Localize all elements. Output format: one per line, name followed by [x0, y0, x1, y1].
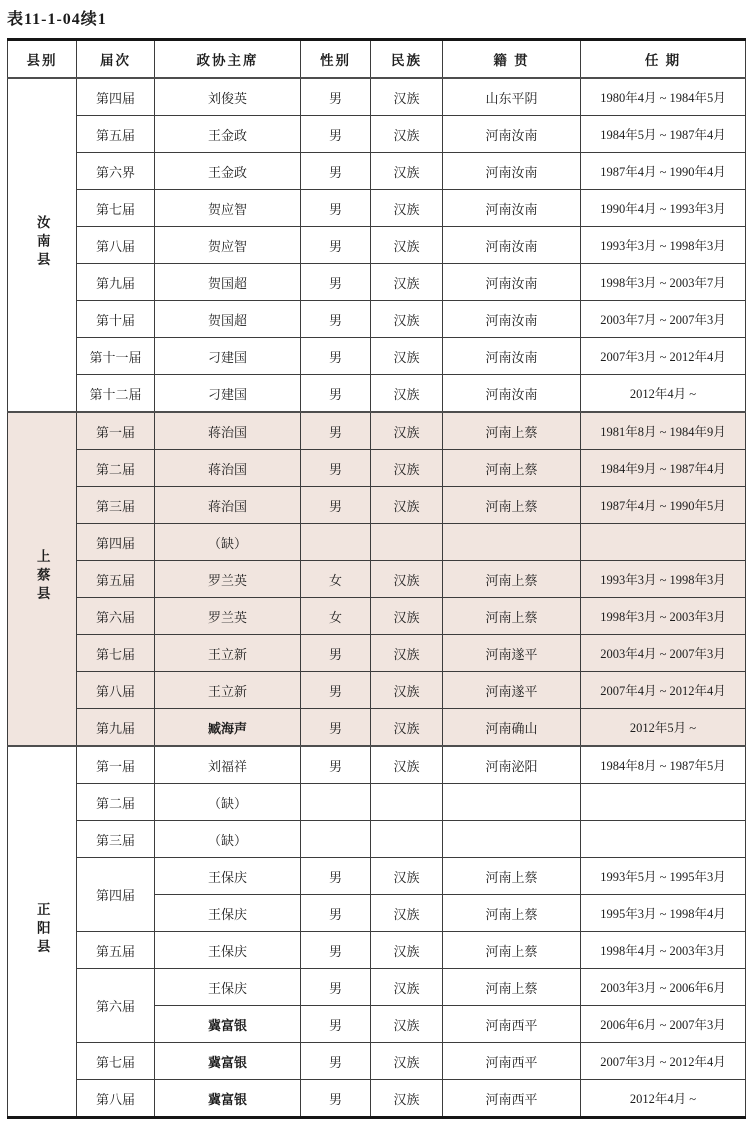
- term-cell: [581, 524, 746, 561]
- origin-cell: 河南西平: [443, 1080, 581, 1118]
- origin-cell: 河南汝南: [443, 375, 581, 413]
- ethnicity-cell: 汉族: [371, 338, 443, 375]
- gender-cell: 男: [301, 1043, 371, 1080]
- session-cell: 第三届: [77, 821, 155, 858]
- chairman-cell: 臧海声: [155, 709, 301, 747]
- table-caption: 表11-1-04续1: [7, 11, 107, 28]
- ethnicity-cell: 汉族: [371, 858, 443, 895]
- term-cell: 2012年4月 ~: [581, 375, 746, 413]
- chairman-cell: 贺国超: [155, 264, 301, 301]
- table-row: [8, 598, 746, 635]
- ethnicity-cell: 汉族: [371, 1080, 443, 1118]
- term-cell: 1993年5月 ~ 1995年3月: [581, 858, 746, 895]
- chairman-cell: 罗兰英: [155, 561, 301, 598]
- main-table: [7, 38, 746, 1119]
- term-cell: 1980年4月 ~ 1984年5月: [581, 78, 746, 116]
- term-cell: 1984年5月 ~ 1987年4月: [581, 116, 746, 153]
- term-cell: 1987年4月 ~ 1990年4月: [581, 153, 746, 190]
- origin-cell: [443, 524, 581, 561]
- table-row: [8, 746, 746, 784]
- ethnicity-cell: 汉族: [371, 487, 443, 524]
- origin-cell: 河南汝南: [443, 153, 581, 190]
- gender-cell: 男: [301, 190, 371, 227]
- gender-cell: 男: [301, 227, 371, 264]
- ethnicity-cell: 汉族: [371, 450, 443, 487]
- term-cell: 1993年3月 ~ 1998年3月: [581, 227, 746, 264]
- table-row: [8, 635, 746, 672]
- ethnicity-cell: 汉族: [371, 672, 443, 709]
- gender-cell: 男: [301, 635, 371, 672]
- chairman-cell: 蒋治国: [155, 412, 301, 450]
- table-row: [8, 487, 746, 524]
- county-label: 上蔡县: [34, 549, 50, 605]
- ethnicity-cell: 汉族: [371, 1006, 443, 1043]
- term-cell: 2007年3月 ~ 2012年4月: [581, 338, 746, 375]
- county-cell: [8, 412, 77, 746]
- chairman-cell: 冀富银: [155, 1006, 301, 1043]
- origin-cell: 河南汝南: [443, 116, 581, 153]
- session-cell: 第二届: [77, 450, 155, 487]
- gender-cell: [301, 784, 371, 821]
- ethnicity-cell: 汉族: [371, 78, 443, 116]
- origin-cell: 河南上蔡: [443, 932, 581, 969]
- session-cell: 第十二届: [77, 375, 155, 413]
- gender-cell: 男: [301, 487, 371, 524]
- term-cell: 1984年8月 ~ 1987年5月: [581, 746, 746, 784]
- gender-cell: 男: [301, 412, 371, 450]
- chairman-cell: 冀富银: [155, 1043, 301, 1080]
- table-row: [8, 784, 746, 821]
- chairman-cell: 罗兰英: [155, 598, 301, 635]
- table-row: [8, 932, 746, 969]
- gender-cell: 男: [301, 450, 371, 487]
- origin-cell: 河南汝南: [443, 338, 581, 375]
- term-cell: 1998年3月 ~ 2003年3月: [581, 598, 746, 635]
- session-cell: 第一届: [77, 746, 155, 784]
- session-cell: 第五届: [77, 116, 155, 153]
- session-cell: 第四届: [77, 78, 155, 116]
- chairman-cell: 贺应智: [155, 227, 301, 264]
- gender-cell: 男: [301, 116, 371, 153]
- origin-cell: 河南遂平: [443, 635, 581, 672]
- ethnicity-cell: [371, 524, 443, 561]
- origin-cell: 河南西平: [443, 1006, 581, 1043]
- gender-cell: 男: [301, 969, 371, 1006]
- ethnicity-cell: 汉族: [371, 969, 443, 1006]
- chairman-cell: 蒋治国: [155, 487, 301, 524]
- session-cell: 第七届: [77, 635, 155, 672]
- column-header-3: 性别: [301, 40, 371, 79]
- term-cell: 2006年6月 ~ 2007年3月: [581, 1006, 746, 1043]
- chairman-cell: 蒋治国: [155, 450, 301, 487]
- column-header-4: 民族: [371, 40, 443, 79]
- chairman-cell: 王立新: [155, 672, 301, 709]
- table-row: [8, 450, 746, 487]
- session-cell: 第九届: [77, 709, 155, 747]
- session-cell: 第一届: [77, 412, 155, 450]
- term-cell: 2003年4月 ~ 2007年3月: [581, 635, 746, 672]
- term-cell: 1995年3月 ~ 1998年4月: [581, 895, 746, 932]
- origin-cell: [443, 821, 581, 858]
- chairman-cell: 王保庆: [155, 932, 301, 969]
- ethnicity-cell: 汉族: [371, 412, 443, 450]
- term-cell: [581, 784, 746, 821]
- table-row: [8, 375, 746, 413]
- ethnicity-cell: 汉族: [371, 301, 443, 338]
- session-cell: 第八届: [77, 672, 155, 709]
- term-cell: 2003年7月 ~ 2007年3月: [581, 301, 746, 338]
- table-row: [8, 858, 746, 895]
- origin-cell: 河南上蔡: [443, 969, 581, 1006]
- gender-cell: 男: [301, 932, 371, 969]
- ethnicity-cell: 汉族: [371, 1043, 443, 1080]
- term-cell: 2007年3月 ~ 2012年4月: [581, 1043, 746, 1080]
- gender-cell: 男: [301, 338, 371, 375]
- origin-cell: [443, 784, 581, 821]
- origin-cell: 河南上蔡: [443, 561, 581, 598]
- table-row: [8, 78, 746, 116]
- ethnicity-cell: [371, 784, 443, 821]
- gender-cell: 女: [301, 561, 371, 598]
- origin-cell: 河南上蔡: [443, 412, 581, 450]
- term-cell: 2003年3月 ~ 2006年6月: [581, 969, 746, 1006]
- origin-cell: 河南上蔡: [443, 487, 581, 524]
- ethnicity-cell: [371, 821, 443, 858]
- origin-cell: 河南遂平: [443, 672, 581, 709]
- table-row: [8, 190, 746, 227]
- session-cell: 第十一届: [77, 338, 155, 375]
- term-cell: 1984年9月 ~ 1987年4月: [581, 450, 746, 487]
- session-cell: 第八届: [77, 227, 155, 264]
- chairman-cell: 刘福祥: [155, 746, 301, 784]
- origin-cell: 河南上蔡: [443, 598, 581, 635]
- gender-cell: 男: [301, 301, 371, 338]
- county-cell: [8, 78, 77, 412]
- gender-cell: 男: [301, 858, 371, 895]
- session-cell: 第三届: [77, 487, 155, 524]
- origin-cell: 山东平阴: [443, 78, 581, 116]
- gender-cell: 男: [301, 264, 371, 301]
- session-cell: 第七届: [77, 190, 155, 227]
- county-label: 正阳县: [34, 901, 50, 958]
- chairman-cell: 刁建国: [155, 338, 301, 375]
- origin-cell: 河南西平: [443, 1043, 581, 1080]
- term-cell: [581, 821, 746, 858]
- gender-cell: 男: [301, 1006, 371, 1043]
- origin-cell: 河南汝南: [443, 190, 581, 227]
- table-row: [8, 116, 746, 153]
- origin-cell: 河南上蔡: [443, 895, 581, 932]
- chairman-cell: 刁建国: [155, 375, 301, 413]
- origin-cell: 河南上蔡: [443, 858, 581, 895]
- table-row: [8, 1043, 746, 1080]
- ethnicity-cell: 汉族: [371, 709, 443, 747]
- term-cell: 2012年4月 ~: [581, 1080, 746, 1118]
- term-cell: 1998年3月 ~ 2003年7月: [581, 264, 746, 301]
- gender-cell: 男: [301, 375, 371, 413]
- column-header-5: 籍 贯: [443, 40, 581, 79]
- chairman-cell: 王保庆: [155, 969, 301, 1006]
- gender-cell: 男: [301, 895, 371, 932]
- header-row: [8, 40, 746, 79]
- ethnicity-cell: 汉族: [371, 635, 443, 672]
- session-cell: 第五届: [77, 932, 155, 969]
- table-row: [8, 301, 746, 338]
- ethnicity-cell: 汉族: [371, 116, 443, 153]
- chairman-cell: 王立新: [155, 635, 301, 672]
- session-cell: 第八届: [77, 1080, 155, 1118]
- gender-cell: 男: [301, 672, 371, 709]
- ethnicity-cell: 汉族: [371, 264, 443, 301]
- session-cell: 第六届: [77, 969, 155, 1043]
- column-header-1: 届次: [77, 40, 155, 79]
- origin-cell: 河南汝南: [443, 264, 581, 301]
- origin-cell: 河南上蔡: [443, 450, 581, 487]
- session-cell: 第四届: [77, 524, 155, 561]
- chairman-cell: （缺）: [155, 821, 301, 858]
- origin-cell: 河南汝南: [443, 227, 581, 264]
- session-cell: 第九届: [77, 264, 155, 301]
- table-row: [8, 821, 746, 858]
- chairman-cell: 冀富银: [155, 1080, 301, 1118]
- table-row: [8, 153, 746, 190]
- table-row: [8, 264, 746, 301]
- gender-cell: 男: [301, 78, 371, 116]
- session-cell: 第二届: [77, 784, 155, 821]
- origin-cell: 河南汝南: [443, 301, 581, 338]
- ethnicity-cell: 汉族: [371, 190, 443, 227]
- chairman-cell: 贺国超: [155, 301, 301, 338]
- table-row: [8, 227, 746, 264]
- chairman-cell: （缺）: [155, 524, 301, 561]
- table-row: [8, 709, 746, 747]
- gender-cell: [301, 524, 371, 561]
- gender-cell: [301, 821, 371, 858]
- origin-cell: 河南泌阳: [443, 746, 581, 784]
- gender-cell: 男: [301, 1080, 371, 1118]
- chairman-cell: 刘俊英: [155, 78, 301, 116]
- session-cell: 第十届: [77, 301, 155, 338]
- term-cell: 2007年4月 ~ 2012年4月: [581, 672, 746, 709]
- chairman-cell: （缺）: [155, 784, 301, 821]
- ethnicity-cell: 汉族: [371, 561, 443, 598]
- ethnicity-cell: 汉族: [371, 932, 443, 969]
- ethnicity-cell: 汉族: [371, 598, 443, 635]
- table-row: [8, 1080, 746, 1118]
- column-header-2: 政协主席: [155, 40, 301, 79]
- gender-cell: 男: [301, 709, 371, 747]
- column-header-6: 任 期: [581, 40, 746, 79]
- session-cell: 第七届: [77, 1043, 155, 1080]
- chairman-cell: 王保庆: [155, 895, 301, 932]
- ethnicity-cell: 汉族: [371, 375, 443, 413]
- gender-cell: 男: [301, 153, 371, 190]
- ethnicity-cell: 汉族: [371, 153, 443, 190]
- table-row: [8, 412, 746, 450]
- chairman-cell: 王保庆: [155, 858, 301, 895]
- term-cell: 1998年4月 ~ 2003年3月: [581, 932, 746, 969]
- chairman-cell: 贺应智: [155, 190, 301, 227]
- session-cell: 第六界: [77, 153, 155, 190]
- term-cell: 1990年4月 ~ 1993年3月: [581, 190, 746, 227]
- session-cell: 第六届: [77, 598, 155, 635]
- term-cell: 1981年8月 ~ 1984年9月: [581, 412, 746, 450]
- session-cell: 第四届: [77, 858, 155, 932]
- session-cell: 第五届: [77, 561, 155, 598]
- gender-cell: 女: [301, 598, 371, 635]
- ethnicity-cell: 汉族: [371, 746, 443, 784]
- table-row: [8, 561, 746, 598]
- table-row: [8, 969, 746, 1006]
- chairman-cell: 王金政: [155, 153, 301, 190]
- table-body: [8, 78, 746, 1118]
- table-row: [8, 672, 746, 709]
- gender-cell: 男: [301, 746, 371, 784]
- county-cell: [8, 746, 77, 1118]
- ethnicity-cell: 汉族: [371, 895, 443, 932]
- table-row: [8, 338, 746, 375]
- term-cell: 1993年3月 ~ 1998年3月: [581, 561, 746, 598]
- ethnicity-cell: 汉族: [371, 227, 443, 264]
- term-cell: 1987年4月 ~ 1990年5月: [581, 487, 746, 524]
- column-header-0: 县别: [8, 40, 77, 79]
- chairman-cell: 王金政: [155, 116, 301, 153]
- county-label: 汝南县: [34, 215, 50, 271]
- origin-cell: 河南确山: [443, 709, 581, 747]
- table-row: [8, 524, 746, 561]
- term-cell: 2012年5月 ~: [581, 709, 746, 747]
- table-header: [8, 40, 746, 79]
